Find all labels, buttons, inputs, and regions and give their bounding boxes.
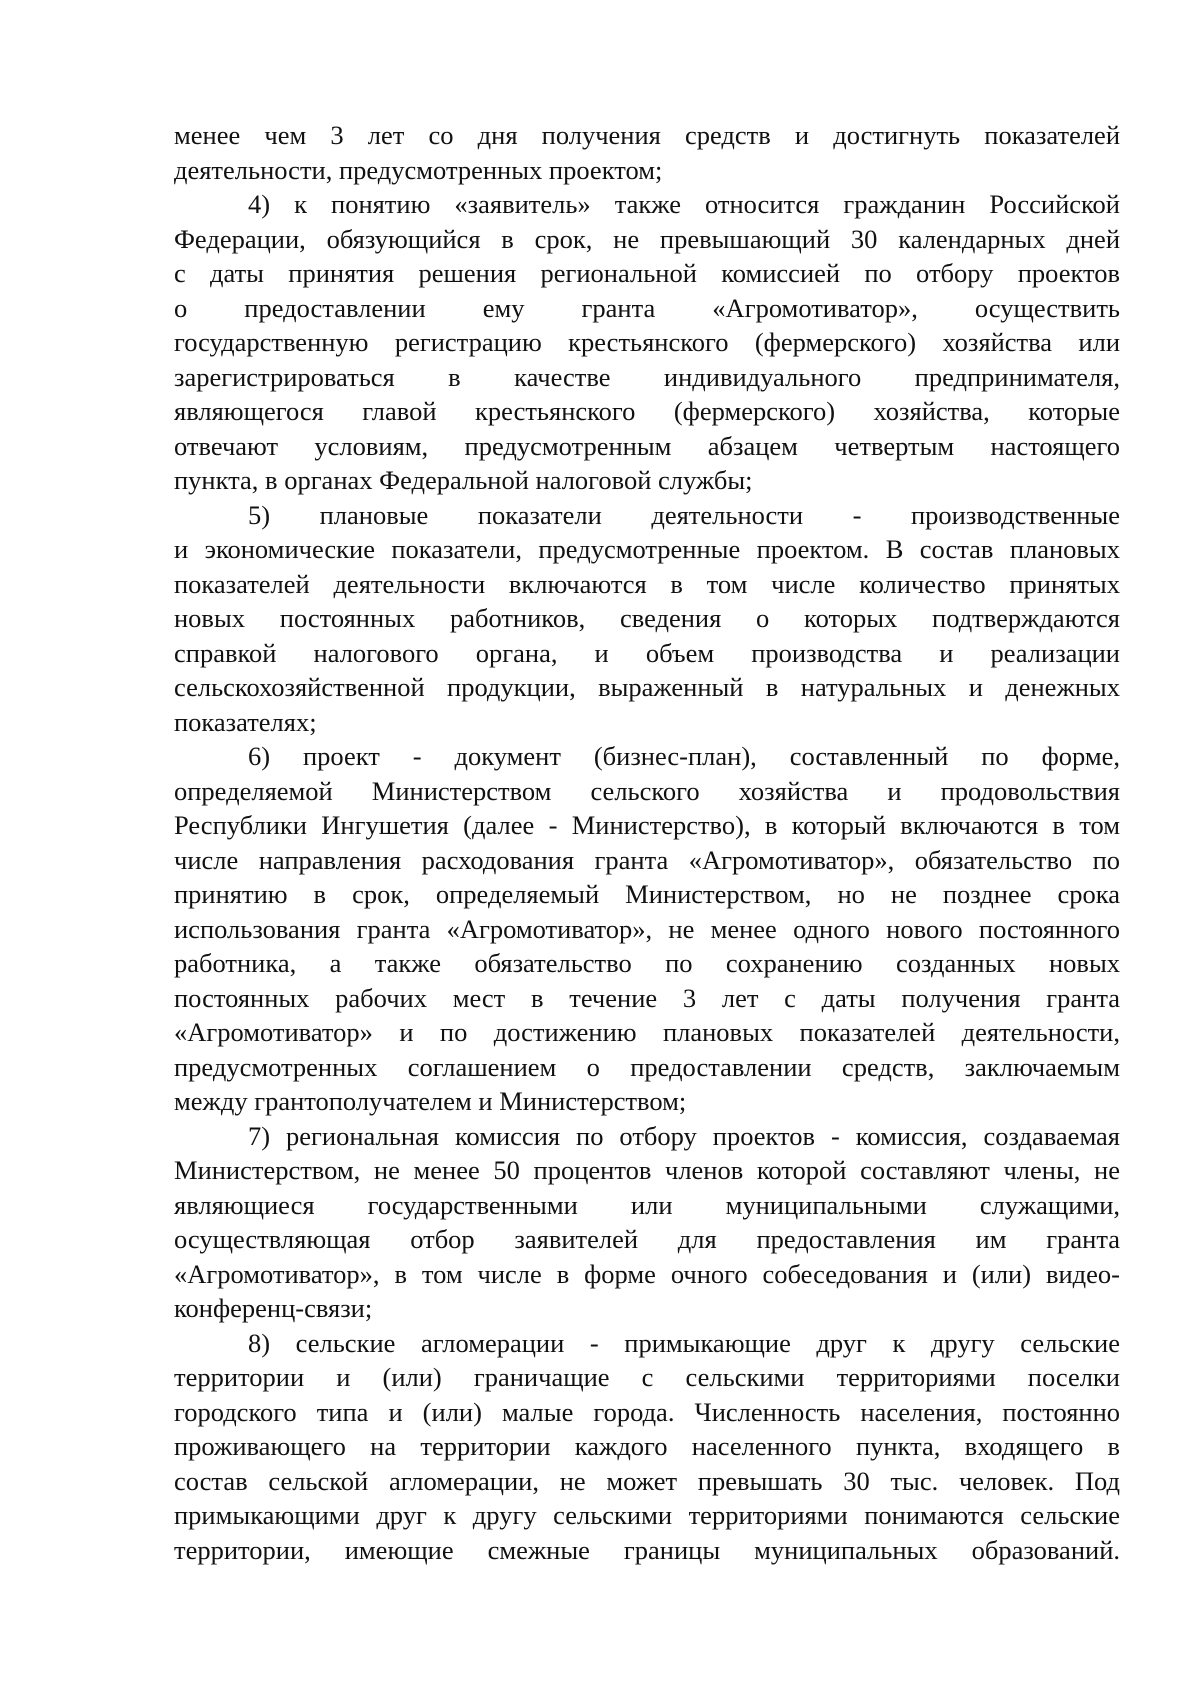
- text-line: проживающего на территории каждого населенного пункта, входящего в: [174, 1431, 1120, 1461]
- text-line: примыкающими друг к другу сельскими территориями понимаются сельские: [174, 1500, 1120, 1530]
- text-line: осуществляющая отбор заявителей для предоставления им гранта: [174, 1224, 1120, 1254]
- text-line: «Агромотиватор» и по достижению плановых показателей деятельности,: [174, 1017, 1120, 1047]
- text-line: Министерством, не менее 50 процентов членов которой составляют члены, не: [174, 1155, 1120, 1185]
- text-line: деятельности, предусмотренных проектом;: [174, 154, 663, 185]
- text-line: показателей деятельности включаются в том числе количество принятых: [174, 568, 1120, 599]
- text-line: являющегося главой крестьянского (фермерского) хозяйства, которые: [174, 396, 1120, 426]
- text-line: предусмотренных соглашением о предоставлении средств, заключаемым: [174, 1051, 1120, 1082]
- paragraph-item-5: [174, 498, 1120, 740]
- text-line: принятию в срок, определяемый Министерством, но не позднее срока: [174, 879, 1120, 909]
- paragraph-continuation: [174, 118, 1120, 187]
- text-line: и экономические показатели, предусмотренные проектом. В состав плановых: [174, 534, 1120, 564]
- text-line: отвечают условиям, предусмотренным абзацем четвертым настоящего: [174, 430, 1120, 461]
- text-line: территории, имеющие смежные границы муниципальных образований.: [174, 1534, 1120, 1565]
- paragraph-item-6: [174, 739, 1120, 1119]
- text-line: постоянных рабочих мест в течение 3 лет с даты получения гранта: [174, 982, 1120, 1013]
- text-line: использования гранта «Агромотиватор», не менее одного нового постоянного: [174, 913, 1120, 944]
- text-line: с даты принятия решения региональной комиссией по отбору проектов: [174, 258, 1120, 288]
- text-line: сельскохозяйственной продукции, выраженный в натуральных и денежных: [174, 672, 1120, 702]
- text-line: Федерации, обязующийся в срок, не превышающий 30 календарных дней: [174, 223, 1120, 254]
- paragraph-item-8: [174, 1326, 1120, 1568]
- text-line: Республики Ингушетия (далее - Министерство), в который включаются в том: [174, 810, 1120, 840]
- text-line: о предоставлении ему гранта «Агромотиватор», осуществить: [174, 292, 1120, 323]
- text-line: определяемой Министерством сельского хозяйства и продовольствия: [174, 775, 1120, 806]
- text-line: государственную регистрацию крестьянского (фермерского) хозяйства или: [174, 327, 1120, 357]
- text-line: 8) сельские агломерации - примыкающие друг к другу сельские: [248, 1327, 1120, 1358]
- text-line: между грантополучателем и Министерством;: [174, 1086, 687, 1116]
- text-line: пункта, в органах Федеральной налоговой службы;: [174, 465, 753, 495]
- text-line: зарегистрироваться в качестве индивидуального предпринимателя,: [174, 361, 1120, 392]
- text-line: 4) к понятию «заявитель» также относится гражданин Российской: [248, 189, 1120, 219]
- text-line: 7) региональная комиссия по отбору проектов - комиссия, создаваемая: [248, 1120, 1120, 1151]
- text-line: конференц-связи;: [174, 1293, 373, 1323]
- text-line: 6) проект - документ (бизнес-план), составленный по форме,: [248, 741, 1120, 771]
- text-line: менее чем 3 лет со дня получения средств и достигнуть показателей: [174, 120, 1120, 150]
- text-line: новых постоянных работников, сведения о которых подтверждаются: [174, 603, 1120, 633]
- text-line: показателях;: [174, 706, 317, 737]
- paragraph-item-7: [174, 1119, 1120, 1326]
- text-line: являющиеся государственными или муниципальными служащими,: [174, 1189, 1120, 1220]
- text-line: состав сельской агломерации, не может превышать 30 тыс. человек. Под: [174, 1465, 1120, 1496]
- text-line: городского типа и (или) малые города. Численность населения, постоянно: [174, 1396, 1120, 1427]
- document-body: [174, 118, 1120, 1567]
- text-line: территории и (или) граничащие с сельскими территориями поселки: [174, 1362, 1120, 1392]
- text-line: справкой налогового органа, и объем производства и реализации: [174, 637, 1120, 668]
- text-line: 5) плановые показатели деятельности - производственные: [248, 499, 1120, 530]
- text-line: числе направления расходования гранта «Агромотиватор», обязательство по: [174, 844, 1120, 875]
- text-line: работника, а также обязательство по сохранению созданных новых: [174, 948, 1120, 978]
- paragraph-item-4: [174, 187, 1120, 498]
- text-line: «Агромотиватор», в том числе в форме очного собеседования и (или) видео-: [174, 1258, 1120, 1289]
